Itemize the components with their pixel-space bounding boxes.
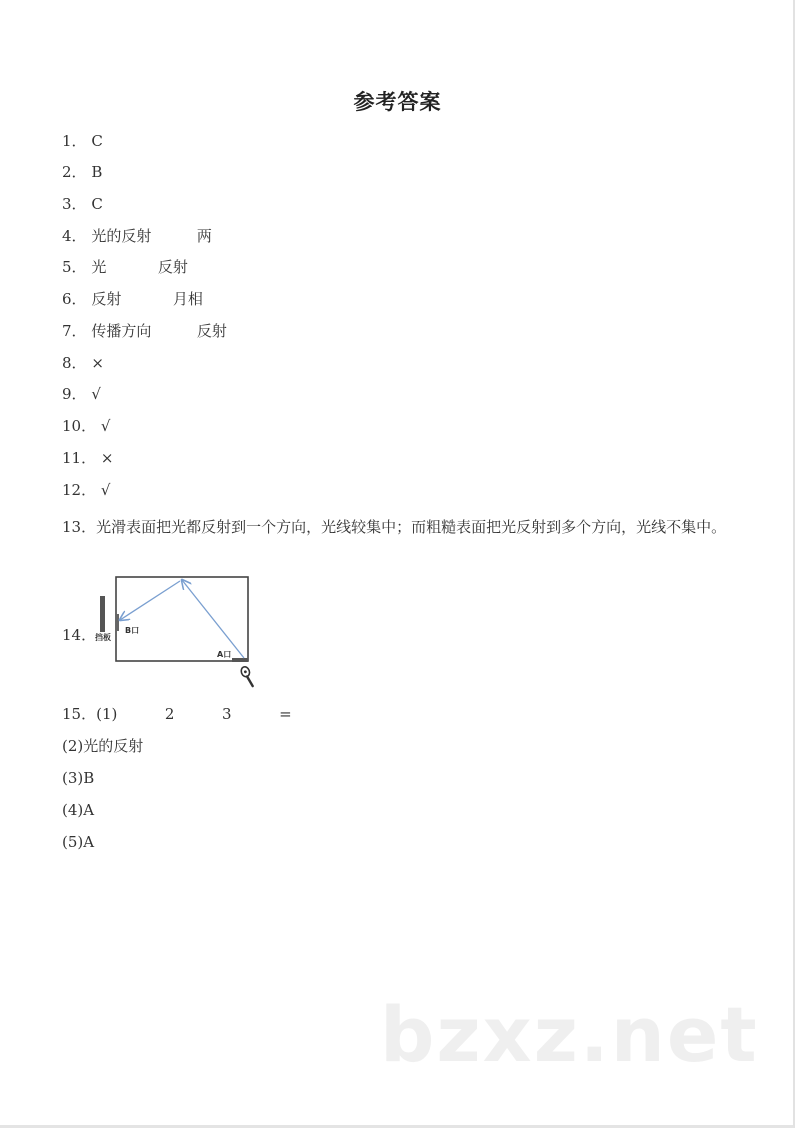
answer-number: 2． <box>62 163 87 181</box>
answer-9 <box>62 384 101 404</box>
answer-15-3: (3)B <box>62 769 95 787</box>
answer-number: 1． <box>62 132 87 150</box>
b-port-icon <box>116 614 119 631</box>
answer-8 <box>62 353 104 373</box>
answer-value: 反射 <box>196 322 227 340</box>
answer-number: 15． <box>62 705 97 723</box>
answer-value: 两 <box>196 227 212 245</box>
answer-3 <box>62 194 103 214</box>
answer-value: = <box>279 705 292 723</box>
light-reflection-diagram <box>92 572 262 694</box>
answer-12 <box>62 480 110 500</box>
answer-2 <box>62 162 102 182</box>
answer-7 <box>62 321 227 341</box>
reflected-ray <box>120 581 180 620</box>
answer-value: 月相 <box>172 290 203 308</box>
answer-value: 3 <box>222 705 232 723</box>
answer-number: 11． <box>62 449 97 467</box>
answer-value: 光 <box>91 258 107 276</box>
answer-value: × <box>91 354 104 372</box>
answer-number: 9． <box>62 385 87 403</box>
answer-15-1 <box>62 704 292 724</box>
incident-ray <box>182 580 244 658</box>
answer-number: 5． <box>62 258 87 276</box>
answer-14-number: 14． <box>62 626 97 644</box>
watermark: bzxz.net <box>380 990 759 1079</box>
answer-value: 传播方向 <box>91 322 152 340</box>
answer-value: 反射 <box>91 290 122 308</box>
flashlight-icon <box>240 666 255 688</box>
answer-value: √ <box>100 417 111 435</box>
a-port-icon <box>232 658 248 662</box>
answer-value: 2 <box>164 705 175 723</box>
answer-value: B <box>91 163 103 181</box>
answer-4 <box>62 226 212 246</box>
answer-value: C <box>91 132 103 150</box>
answer-5 <box>62 257 188 277</box>
answer-1 <box>62 131 103 151</box>
a-port-label: A口 <box>217 650 232 659</box>
answer-value: 反射 <box>157 258 188 276</box>
answer-11 <box>62 448 113 468</box>
answer-10 <box>62 416 110 436</box>
answer-value: C <box>91 195 103 213</box>
answer-number: 12． <box>62 481 97 499</box>
answer-number: 7． <box>62 322 87 340</box>
answer-number: 8． <box>62 354 87 372</box>
answer-15-2: (2)光的反射 <box>62 737 144 755</box>
answer-text: 光滑表面把光都反射到一个方向，光线较集中；而粗糙表面把光反射到多个方向，光线不集中。 <box>96 518 727 536</box>
b-port-label: B口 <box>125 626 140 635</box>
answer-number: 10． <box>62 417 97 435</box>
answer-6 <box>62 289 203 309</box>
baffle-icon <box>100 596 105 632</box>
answer-number: 3． <box>62 195 87 213</box>
answer-value: √ <box>91 385 101 403</box>
answer-number: 13． <box>62 518 97 536</box>
answer-15-4: (4)A <box>62 801 95 819</box>
page-title: 参考答案 <box>353 90 442 114</box>
answer-13 <box>62 511 742 543</box>
baffle-label: 挡板 <box>95 633 111 642</box>
answer-number: 6． <box>62 290 87 308</box>
answer-number: 4． <box>62 227 87 245</box>
sub-label: (1) <box>96 705 118 723</box>
answer-value: √ <box>100 481 111 499</box>
answer-value: 光的反射 <box>91 227 152 245</box>
answer-15-5: (5)A <box>62 833 95 851</box>
answer-value: × <box>100 449 114 467</box>
